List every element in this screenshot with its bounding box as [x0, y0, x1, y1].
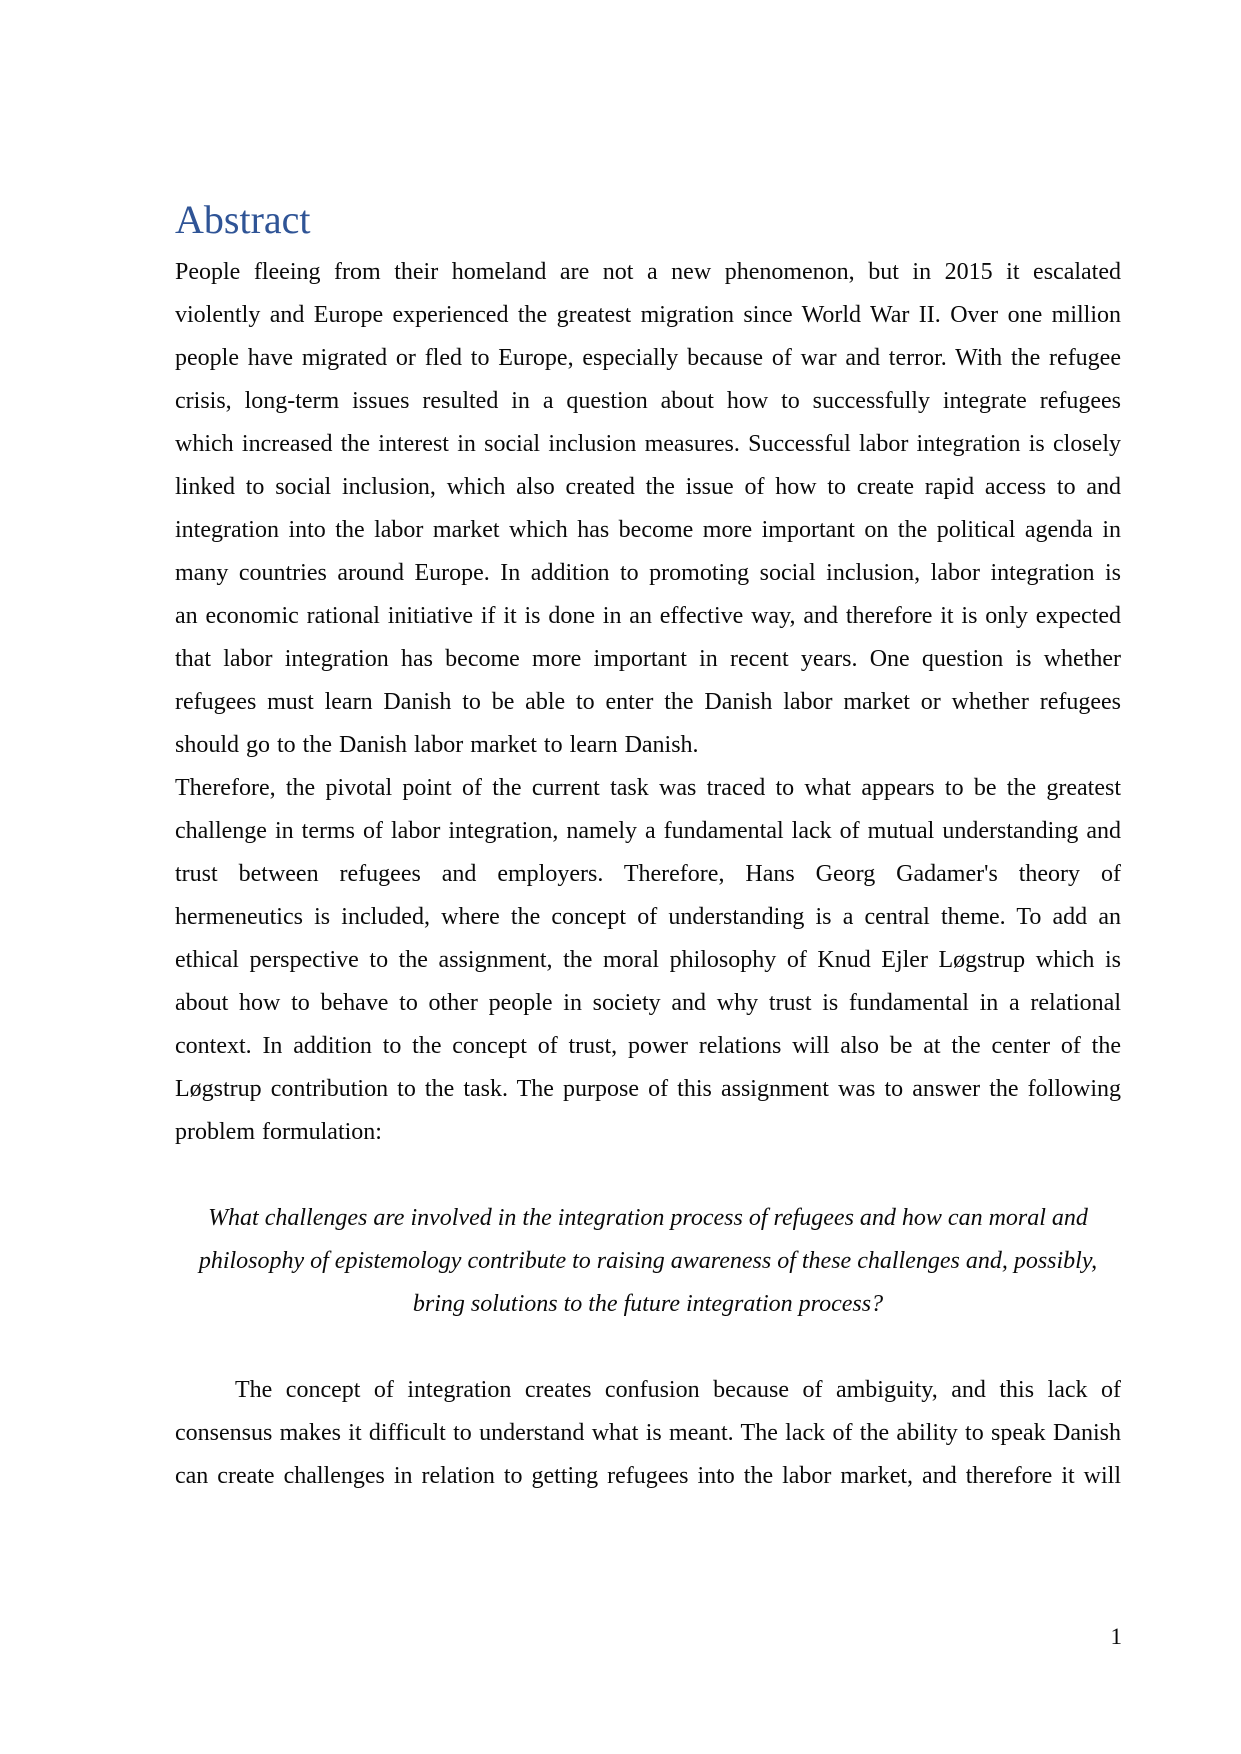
page-number: 1 [1110, 1624, 1122, 1649]
abstract-section [175, 185, 1121, 1498]
abstract-paragraph-2: Therefore, the pivotal point of the current task was traced to what appears to be the greatest challenge in terms of labor integration, namely a fundamental lack of mutual understanding and trust between refugees and employers. Therefore, Hans Georg Gadamer's theory of hermeneutics is included, where the concept of understanding is a central theme. To add an ethical perspective to the assignment, the moral philosophy of Knud Ejler Løgstrup which is about how to behave to other people in society and why trust is fundamental in a relational context. In addition to the concept of trust, power relations will also be at the center of the Løgstrup contribution to the task. The purpose of this assignment was to answer the following problem formulation: [175, 775, 1121, 1145]
abstract-paragraph-3: The concept of integration creates confusion because of ambiguity, and this lack of consensus makes it difficult to understand what is meant. The lack of the ability to speak Danish can create challenges in relation to getting refugees into the labor market, and therefore it will [175, 1377, 1121, 1489]
abstract-paragraph-1: People fleeing from their homeland are not a new phenomenon, but in 2015 it escalated violently and Europe experienced the greatest migration since World War II. Over one million people have migrated or fled to Europe, especially because of war and terror. With the refugee crisis, long-term issues resulted in a question about how to successfully integrate refugees which increased the interest in social inclusion measures. Successful labor integration is closely linked to social inclusion, which also created the issue of how to create rapid access to and integration into the labor market which has become more important on the political agenda in many countries around Europe. In addition to promoting social inclusion, labor integration is an economic rational initiative if it is done in an effective way, and therefore it is only expected that labor integration has become more important in recent years. One question is whether refugees must learn Danish to be able to enter the Danish labor market or whether refugees should go to the Danish labor market to learn Danish. [175, 259, 1121, 758]
page-title: Abstract [175, 197, 311, 242]
problem-formulation-quote: What challenges are involved in the integration process of refugees and how can moral and philosophy of epistemology contribute to raising awareness of these challenges and, possibly, bring solutions to the future integration process? [198, 1205, 1098, 1317]
